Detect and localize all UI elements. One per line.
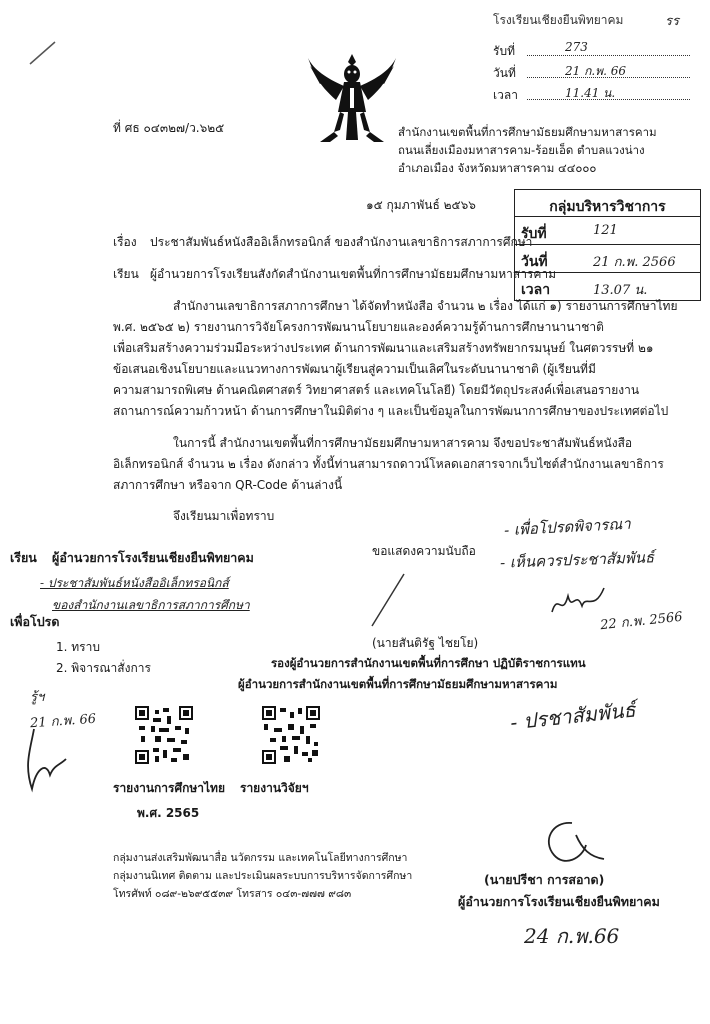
signer-title: รองผู้อำนวยการสำนักงานเขตพื้นที่การศึกษา ปฏิบัติราชการแทน <box>271 656 586 670</box>
stamp-received-label: รับที่ <box>493 44 515 58</box>
subject-label: เรื่อง <box>113 235 137 249</box>
director-note-date: 21 ก.พ. 66 <box>29 711 97 732</box>
footer-line: กลุ่มงานนิเทศ ติดตาม และประเมินผลระบบการบริหารจัดการศึกษา <box>113 870 413 882</box>
letter-number: ที่ ศธ ๐๔๓๒๗/ว.๖๒๕ <box>113 121 225 135</box>
director-note-for-action: เพื่อโปรด <box>10 614 60 629</box>
group-stamp-value: 13.07 น. <box>593 283 648 298</box>
qr-label: รายงานการศึกษาไทย <box>113 781 225 795</box>
stamp-dotted-line <box>527 55 690 56</box>
office-address-line: ถนนเลี่ยงเมืองมหาสารคาม-ร้อยเอ็ด ตำบลแวงน่าง <box>398 143 645 157</box>
handwritten-stroke <box>368 570 408 630</box>
handwritten-note: - เพื่อโปรดพิจารณา <box>503 514 632 540</box>
stamp-time-value: 11.41 น. <box>565 86 616 100</box>
director-note-handwritten: - ประชาสัมพันธ์หนังสืออิเล็กทรอนิกส์ <box>40 576 229 590</box>
director-note-option: 1. ทราบ <box>56 640 100 654</box>
pen-stroke-mark <box>28 40 58 66</box>
received-stamp <box>493 14 698 106</box>
regards-text: ขอแสดงความนับถือ <box>372 544 476 558</box>
body-line: ข้อเสนอเชิงนโยบายและแนวทางการพัฒนาผู้เรียนสู่ความเป็นเลิศในระดับนานาชาติ (ผู้เรียนที่มี <box>113 362 596 376</box>
group-stamp-label: เวลา <box>521 282 551 298</box>
handwritten-note: - เห็นควรประชาสัมพันธ์ <box>499 548 655 572</box>
handwritten-date: 22 ก.พ. 2566 <box>599 609 684 634</box>
body-line: พ.ศ. ๒๕๖๕ ๒) รายงานการวิจัยโครงการพัฒนานโยบายและองค์ความรู้ด้านการศึกษานานาชาติ <box>113 320 604 334</box>
school-director-title: ผู้อำนวยการโรงเรียนเชียงยืนพิทยาคม <box>458 894 660 909</box>
director-note-salutation: เรียน <box>10 550 37 565</box>
stamp-received-value: 273 <box>565 40 588 54</box>
qr-label: พ.ศ. 2565 <box>137 806 200 820</box>
body-line: ความสามารถพิเศษ ด้านคณิตศาสตร์ วิทยาศาสตร์ และเทคโนโลยี) โดยมีวัตถุประสงค์เพื่อเสนอรายงาน <box>113 383 640 397</box>
body-line: ในการนี้ สำนักงานเขตพื้นที่การศึกษามัธยมศึกษามหาสารคาม จึงขอประชาสัมพันธ์หนังสือ <box>173 436 633 450</box>
body-paragraph <box>113 433 703 496</box>
director-note-option: 2. พิจารณาสั่งการ <box>56 661 151 675</box>
salutation-text: ผู้อำนวยการโรงเรียนสังกัดสำนักงานเขตพื้นที่การศึกษามัธยมศึกษามหาสารคาม <box>150 267 557 281</box>
office-address-line: อำเภอเมือง จังหวัดมหาสารคาม ๔๔๐๐๐ <box>398 161 597 175</box>
body-line: สภาการศึกษา หรือจาก QR-Code ด้านล่างนี้ <box>113 478 343 492</box>
stamp-date-value: 21 ก.พ. 66 <box>565 64 626 78</box>
garuda-emblem <box>306 48 398 148</box>
group-stamp-value: 21 ก.พ. 2566 <box>593 255 676 270</box>
school-director-signature <box>532 815 612 875</box>
footer-line: กลุ่มงานส่งเสริมพัฒนาสื่อ นวัตกรรม และเทคโนโลยีทางการศึกษา <box>113 852 408 864</box>
qr-code-research-report <box>262 706 320 764</box>
stamp-time-label: เวลา <box>493 88 518 102</box>
academic-group-stamp <box>514 189 701 301</box>
group-stamp-label: วันที่ <box>521 254 548 270</box>
salutation-label: เรียน <box>113 267 139 281</box>
stamp-school-name: โรงเรียนเชียงยืนพิทยาคม <box>493 13 624 27</box>
qr-code-thai-education-report <box>135 706 193 764</box>
signer-title: ผู้อำนวยการสำนักงานเขตพื้นที่การศึกษามัธยมศึกษามหาสารคาม <box>238 677 558 691</box>
school-director-date: 24 ก.พ.66 <box>524 924 620 948</box>
group-stamp-title: กลุ่มบริหารวิชาการ <box>549 199 666 215</box>
handwritten-note: - ปรชาสัมพันธ์ <box>509 697 637 735</box>
group-stamp-label: รับที่ <box>521 226 547 242</box>
group-stamp-value: 121 <box>593 223 618 238</box>
stamp-initials: รร <box>665 14 679 29</box>
office-address-line: สำนักงานเขตพื้นที่การศึกษามัธยมศึกษามหาสารคาม <box>398 125 657 139</box>
body-line: อิเล็กทรอนิกส์ จำนวน ๒ เรื่อง ดังกล่าว ทั้งนี้ท่านสามารถดาวน์โหลดเอกสารจากเว็บไซต์สำนักงานเลขาธิการ <box>113 457 664 471</box>
school-director-name: (นายปรีชา การสอาด) <box>484 872 605 887</box>
director-signature <box>20 725 70 795</box>
director-note-to: ผู้อำนวยการโรงเรียนเชียงยืนพิทยาคม <box>52 550 254 565</box>
body-line: สำนักงานเลขาธิการสภาการศึกษา ได้จัดทำหนังสือ จำนวน ๒ เรื่อง ได้แก่ ๑) รายงานการศึกษาไทย <box>173 299 678 313</box>
body-line: เพื่อเสริมสร้างความร่วมมือระหว่างประเทศ ด้านการพัฒนาและเสริมสร้างทรัพยากรมนุษย์ ในศตวรรษที่ ๒๑ <box>113 341 654 355</box>
subject-text: ประชาสัมพันธ์หนังสืออิเล็กทรอนิกส์ ของสำนักงานเลขาธิการสภาการศึกษา <box>150 235 533 249</box>
director-note-initials: รู้ฯ <box>30 690 45 705</box>
body-paragraph <box>113 296 703 422</box>
footer-line: โทรศัพท์ ๐๘๙-๒๖๙๕๕๓๙ โทรสาร ๐๔๓-๗๗๗ ๙๘๓ <box>113 888 352 900</box>
qr-label: รายงานวิจัยฯ <box>240 781 309 795</box>
director-note-handwritten: ของสำนักงานเลขาธิการสภาการศึกษา <box>52 598 250 612</box>
signer-name: (นายสันติรัฐ ไชยโย) <box>372 636 479 650</box>
letter-date: ๑๕ กุมภาพันธ์ ๒๕๖๖ <box>366 198 476 212</box>
closing-text: จึงเรียนมาเพื่อทราบ <box>173 509 275 523</box>
body-line: สถานการณ์ความก้าวหน้า ด้านการศึกษาในมิติต่าง ๆ และเป็นข้อมูลในการพัฒนาการศึกษาของประเทศต่อไป <box>113 404 669 418</box>
stamp-date-label: วันที่ <box>493 66 516 80</box>
